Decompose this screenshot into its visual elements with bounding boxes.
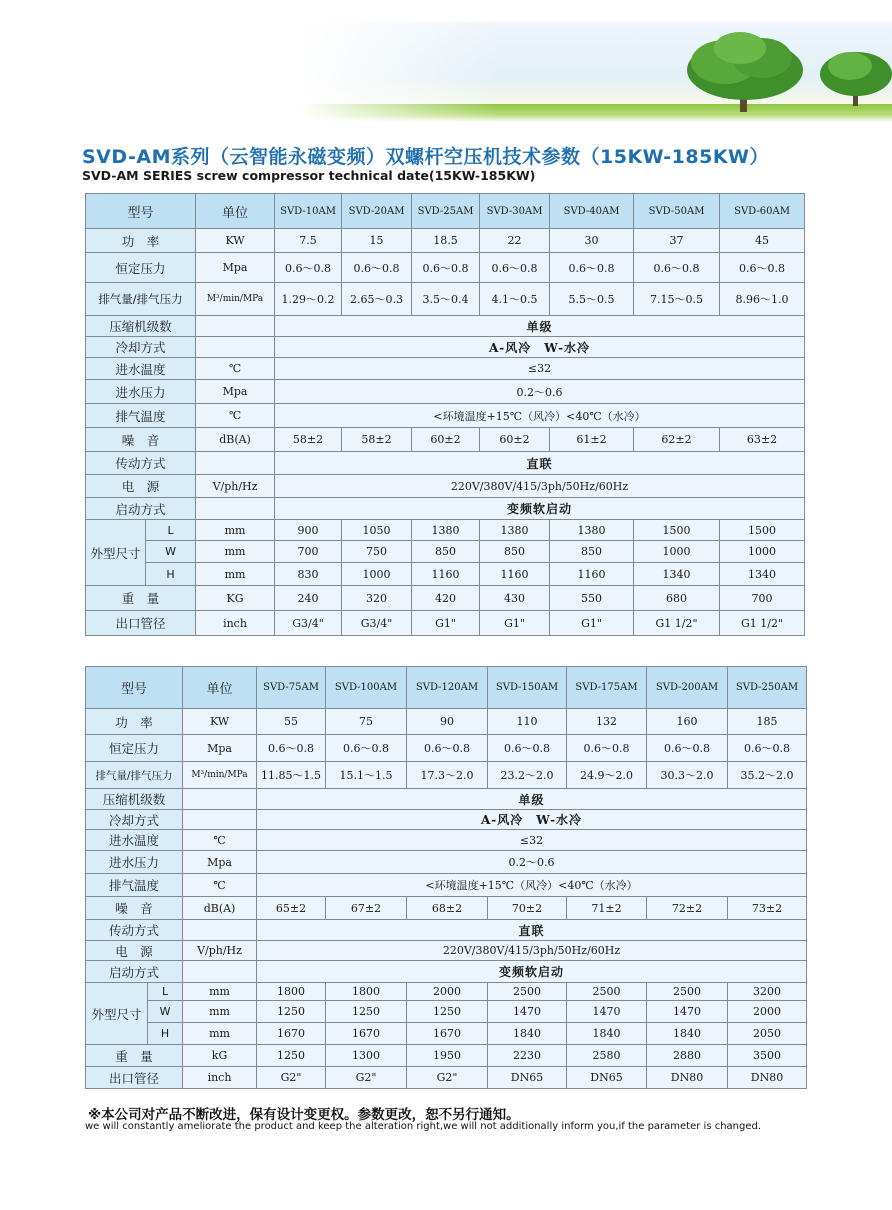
spanned-value: 220V/380V/415/3ph/50Hz/60Hz: [275, 475, 805, 498]
value-cell: 0.6～0.8: [257, 735, 326, 762]
unit-cell: mm: [183, 1001, 257, 1023]
value-cell: 7.5: [275, 229, 342, 253]
table-row: [86, 874, 807, 897]
table-row: [86, 475, 805, 498]
value-cell: 900: [275, 520, 342, 541]
value-cell: G1 1/2": [720, 611, 805, 636]
unit-cell: ℃: [196, 404, 275, 428]
spanned-value: 直联: [275, 452, 805, 475]
model-cell: SVD-50AM: [634, 194, 720, 229]
value-cell: 830: [275, 563, 342, 586]
unit-cell: mm: [183, 1023, 257, 1045]
unit-cell: ℃: [183, 874, 257, 897]
page-title: SVD-AM系列（云智能永磁变频）双螺杆空压机技术参数（15KW-185KW）: [82, 146, 770, 168]
value-cell: 0.6～0.8: [326, 735, 407, 762]
row-label: 进水温度: [86, 830, 183, 851]
table-row: [86, 941, 807, 961]
spanned-value: 变频软启动: [257, 961, 807, 983]
value-cell: 7.15～0.5: [634, 283, 720, 316]
table-row: [86, 667, 807, 709]
value-cell: 750: [342, 541, 412, 563]
unit-cell: Mpa: [196, 253, 275, 283]
value-cell: 0.6～0.8: [488, 735, 567, 762]
table-row: [86, 452, 805, 475]
row-label: 排气量/排气压力: [86, 283, 196, 316]
value-cell: 23.2～2.0: [488, 762, 567, 789]
unit-cell: ℃: [183, 830, 257, 851]
unit-cell: [196, 316, 275, 337]
table-row: [86, 428, 805, 452]
header-landscape-image: [300, 22, 892, 122]
value-cell: 11.85～1.5: [257, 762, 326, 789]
unit-cell: dB(A): [196, 428, 275, 452]
value-cell: 1380: [550, 520, 634, 541]
value-cell: G2": [407, 1067, 488, 1089]
row-label: 冷却方式: [86, 810, 183, 830]
value-cell: 1340: [720, 563, 805, 586]
row-label: 排气量/排气压力: [86, 762, 183, 789]
model-cell: SVD-150AM: [488, 667, 567, 709]
spanned-value: 单级: [257, 789, 807, 810]
unit-cell: KG: [196, 586, 275, 611]
spanned-value: ≤32: [275, 358, 805, 380]
table-row: [86, 194, 805, 229]
model-cell: SVD-175AM: [567, 667, 647, 709]
value-cell: 0.6～0.8: [412, 253, 480, 283]
unit-cell: [196, 498, 275, 520]
value-cell: 2000: [728, 1001, 807, 1023]
value-cell: 67±2: [326, 897, 407, 920]
table-row: [86, 1045, 807, 1067]
value-cell: 90: [407, 709, 488, 735]
row-label: 压缩机级数: [86, 789, 183, 810]
table-row: [86, 735, 807, 762]
unit-cell: [183, 920, 257, 941]
value-cell: 55: [257, 709, 326, 735]
value-cell: 15.1～1.5: [326, 762, 407, 789]
value-cell: 2500: [567, 983, 647, 1001]
value-cell: 680: [634, 586, 720, 611]
value-cell: 4.1～0.5: [480, 283, 550, 316]
value-cell: 1380: [480, 520, 550, 541]
dim-label: H: [146, 563, 196, 586]
table-row: [86, 1023, 807, 1045]
value-cell: 30: [550, 229, 634, 253]
row-label: 功 率: [86, 229, 196, 253]
unit-cell: V/ph/Hz: [183, 941, 257, 961]
table-row: [86, 789, 807, 810]
row-label: 噪 音: [86, 428, 196, 452]
value-cell: 60±2: [412, 428, 480, 452]
table-row: [86, 983, 807, 1001]
value-cell: 60±2: [480, 428, 550, 452]
spanned-value: A-风冷 W-水冷: [257, 810, 807, 830]
model-cell: SVD-10AM: [275, 194, 342, 229]
dim-label: W: [148, 1001, 183, 1023]
spanned-value: 直联: [257, 920, 807, 941]
value-cell: 1470: [488, 1001, 567, 1023]
model-cell: SVD-30AM: [480, 194, 550, 229]
value-cell: 1000: [342, 563, 412, 586]
row-label: 压缩机级数: [86, 316, 196, 337]
value-cell: 1160: [412, 563, 480, 586]
value-cell: 430: [480, 586, 550, 611]
row-label: 传动方式: [86, 920, 183, 941]
value-cell: 320: [342, 586, 412, 611]
value-cell: 58±2: [342, 428, 412, 452]
row-label: 电 源: [86, 941, 183, 961]
value-cell: G3/4": [275, 611, 342, 636]
value-cell: 3200: [728, 983, 807, 1001]
unit-cell: [183, 789, 257, 810]
value-cell: 0.6～0.8: [728, 735, 807, 762]
value-cell: 0.6～0.8: [647, 735, 728, 762]
value-cell: 2500: [647, 983, 728, 1001]
value-cell: 420: [412, 586, 480, 611]
value-cell: 850: [412, 541, 480, 563]
spanned-value: 变频软启动: [275, 498, 805, 520]
value-cell: 1250: [326, 1001, 407, 1023]
table-row: [86, 541, 805, 563]
value-cell: 1670: [407, 1023, 488, 1045]
value-cell: G3/4": [342, 611, 412, 636]
notice-en: we will constantly ameliorate the product and keep the alteration right,we will not additionally inform you,if the parameter is changed.: [85, 1121, 762, 1132]
row-label: 重 量: [86, 1045, 183, 1067]
spanned-value: 0.2～0.6: [275, 380, 805, 404]
table-row: [86, 316, 805, 337]
value-cell: 1160: [480, 563, 550, 586]
value-cell: 22: [480, 229, 550, 253]
row-label: 传动方式: [86, 452, 196, 475]
unit-cell: ℃: [196, 358, 275, 380]
spanned-value: 220V/380V/415/3ph/50Hz/60Hz: [257, 941, 807, 961]
table-row: [86, 283, 805, 316]
value-cell: 850: [550, 541, 634, 563]
table-row: [86, 253, 805, 283]
value-cell: 1500: [720, 520, 805, 541]
value-cell: 1250: [407, 1001, 488, 1023]
value-cell: 1380: [412, 520, 480, 541]
value-cell: 45: [720, 229, 805, 253]
value-cell: 850: [480, 541, 550, 563]
model-cell: SVD-20AM: [342, 194, 412, 229]
unit-cell: Mpa: [196, 380, 275, 404]
value-cell: 1050: [342, 520, 412, 541]
table-row: [86, 380, 805, 404]
value-cell: DN65: [488, 1067, 567, 1089]
value-cell: 0.6～0.8: [567, 735, 647, 762]
value-cell: 3.5～0.4: [412, 283, 480, 316]
value-cell: 700: [720, 586, 805, 611]
model-cell: SVD-200AM: [647, 667, 728, 709]
table-row: [86, 229, 805, 253]
value-cell: G1 1/2": [634, 611, 720, 636]
unit-cell: mm: [196, 563, 275, 586]
value-cell: 62±2: [634, 428, 720, 452]
unit-header: 单位: [183, 667, 257, 709]
row-label: 进水压力: [86, 851, 183, 874]
spec-table-2: [85, 666, 807, 1089]
value-cell: 58±2: [275, 428, 342, 452]
value-cell: 72±2: [647, 897, 728, 920]
row-label: 排气温度: [86, 404, 196, 428]
table-row: [86, 1067, 807, 1089]
value-cell: 1250: [257, 1045, 326, 1067]
model-cell: SVD-60AM: [720, 194, 805, 229]
row-label: 冷却方式: [86, 337, 196, 358]
value-cell: G2": [257, 1067, 326, 1089]
dim-label: W: [146, 541, 196, 563]
value-cell: 61±2: [550, 428, 634, 452]
table-row: [86, 961, 807, 983]
row-label: 出口管径: [86, 1067, 183, 1089]
table-row: [86, 1001, 807, 1023]
spanned-value: 单级: [275, 316, 805, 337]
table-row: [86, 520, 805, 541]
unit-cell: inch: [183, 1067, 257, 1089]
row-label: 外型尺寸: [86, 520, 146, 586]
value-cell: 1160: [550, 563, 634, 586]
value-cell: 240: [275, 586, 342, 611]
spec-table-1: [85, 193, 805, 636]
value-cell: 1250: [257, 1001, 326, 1023]
row-label: 重 量: [86, 586, 196, 611]
value-cell: 68±2: [407, 897, 488, 920]
unit-cell: V/ph/Hz: [196, 475, 275, 498]
unit-cell: mm: [183, 983, 257, 1001]
value-cell: 73±2: [728, 897, 807, 920]
dim-label: L: [148, 983, 183, 1001]
spanned-value: <环境温度+15℃（风冷）<40℃（水冷）: [275, 404, 805, 428]
unit-cell: inch: [196, 611, 275, 636]
value-cell: 185: [728, 709, 807, 735]
row-label: 恒定压力: [86, 253, 196, 283]
value-cell: 1470: [647, 1001, 728, 1023]
value-cell: 1670: [257, 1023, 326, 1045]
row-label: 启动方式: [86, 498, 196, 520]
table-row: [86, 830, 807, 851]
table-row: [86, 897, 807, 920]
value-cell: 75: [326, 709, 407, 735]
table-row: [86, 810, 807, 830]
unit-cell: Mpa: [183, 851, 257, 874]
value-cell: 1840: [488, 1023, 567, 1045]
value-cell: 0.6～0.8: [550, 253, 634, 283]
page-subtitle: SVD-AM SERIES screw compressor technical date(15KW-185KW): [82, 168, 536, 183]
value-cell: 3500: [728, 1045, 807, 1067]
value-cell: 17.3～2.0: [407, 762, 488, 789]
value-cell: 15: [342, 229, 412, 253]
model-cell: SVD-100AM: [326, 667, 407, 709]
model-cell: SVD-25AM: [412, 194, 480, 229]
table-row: [86, 586, 805, 611]
row-label: 进水温度: [86, 358, 196, 380]
row-label: 恒定压力: [86, 735, 183, 762]
unit-cell: KW: [196, 229, 275, 253]
value-cell: 1670: [326, 1023, 407, 1045]
value-cell: 35.2～2.0: [728, 762, 807, 789]
spanned-value: 0.2～0.6: [257, 851, 807, 874]
value-cell: 1000: [634, 541, 720, 563]
value-cell: DN80: [647, 1067, 728, 1089]
value-cell: 24.9～2.0: [567, 762, 647, 789]
table-row: [86, 563, 805, 586]
row-label: 启动方式: [86, 961, 183, 983]
header-fade: [300, 22, 500, 122]
model-cell: SVD-250AM: [728, 667, 807, 709]
value-cell: 1950: [407, 1045, 488, 1067]
row-label: 外型尺寸: [86, 983, 148, 1045]
value-cell: 1500: [634, 520, 720, 541]
unit-cell: dB(A): [183, 897, 257, 920]
value-cell: 700: [275, 541, 342, 563]
value-cell: DN80: [728, 1067, 807, 1089]
value-cell: 160: [647, 709, 728, 735]
value-cell: 2580: [567, 1045, 647, 1067]
model-header: 型号: [86, 667, 183, 709]
value-cell: 63±2: [720, 428, 805, 452]
unit-cell: Mpa: [183, 735, 257, 762]
value-cell: 1340: [634, 563, 720, 586]
value-cell: DN65: [567, 1067, 647, 1089]
model-cell: SVD-40AM: [550, 194, 634, 229]
spanned-value: A-风冷 W-水冷: [275, 337, 805, 358]
value-cell: 2050: [728, 1023, 807, 1045]
value-cell: 1800: [326, 983, 407, 1001]
value-cell: 0.6～0.8: [275, 253, 342, 283]
value-cell: 37: [634, 229, 720, 253]
model-header: 型号: [86, 194, 196, 229]
value-cell: 2230: [488, 1045, 567, 1067]
value-cell: 1840: [647, 1023, 728, 1045]
unit-cell: mm: [196, 520, 275, 541]
value-cell: 5.5～0.5: [550, 283, 634, 316]
unit-cell: M³/min/MPa: [196, 283, 275, 316]
row-label: 出口管径: [86, 611, 196, 636]
value-cell: 132: [567, 709, 647, 735]
dim-label: L: [146, 520, 196, 541]
value-cell: 0.6～0.8: [634, 253, 720, 283]
value-cell: 8.96～1.0: [720, 283, 805, 316]
table-row: [86, 498, 805, 520]
value-cell: 30.3～2.0: [647, 762, 728, 789]
row-label: 噪 音: [86, 897, 183, 920]
value-cell: 1000: [720, 541, 805, 563]
value-cell: 1470: [567, 1001, 647, 1023]
value-cell: 2500: [488, 983, 567, 1001]
dim-label: H: [148, 1023, 183, 1045]
model-cell: SVD-75AM: [257, 667, 326, 709]
value-cell: 110: [488, 709, 567, 735]
value-cell: 550: [550, 586, 634, 611]
value-cell: G1": [480, 611, 550, 636]
value-cell: 1840: [567, 1023, 647, 1045]
table-row: [86, 920, 807, 941]
value-cell: 0.6～0.8: [342, 253, 412, 283]
value-cell: 1.29～0.2: [275, 283, 342, 316]
table-row: [86, 709, 807, 735]
unit-cell: [183, 810, 257, 830]
value-cell: G1": [550, 611, 634, 636]
value-cell: 1800: [257, 983, 326, 1001]
value-cell: 1300: [326, 1045, 407, 1067]
table-row: [86, 404, 805, 428]
value-cell: 70±2: [488, 897, 567, 920]
value-cell: 0.6～0.8: [720, 253, 805, 283]
unit-cell: kG: [183, 1045, 257, 1067]
value-cell: 2.65～0.3: [342, 283, 412, 316]
notice-cn: ※本公司对产品不断改进，保有设计变更权。参数更改，恕不另行通知。: [88, 1107, 520, 1123]
unit-cell: [196, 337, 275, 358]
value-cell: 2000: [407, 983, 488, 1001]
table-row: [86, 851, 807, 874]
table-row: [86, 358, 805, 380]
table-row: [86, 337, 805, 358]
model-cell: SVD-120AM: [407, 667, 488, 709]
value-cell: 0.6～0.8: [407, 735, 488, 762]
unit-cell: KW: [183, 709, 257, 735]
spanned-value: ≤32: [257, 830, 807, 851]
row-label: 排气温度: [86, 874, 183, 897]
value-cell: G2": [326, 1067, 407, 1089]
unit-cell: M³/min/MPa: [183, 762, 257, 789]
value-cell: 65±2: [257, 897, 326, 920]
table-row: [86, 762, 807, 789]
value-cell: 2880: [647, 1045, 728, 1067]
row-label: 电 源: [86, 475, 196, 498]
unit-cell: mm: [196, 541, 275, 563]
value-cell: 71±2: [567, 897, 647, 920]
unit-header: 单位: [196, 194, 275, 229]
row-label: 功 率: [86, 709, 183, 735]
value-cell: G1": [412, 611, 480, 636]
row-label: 进水压力: [86, 380, 196, 404]
unit-cell: [183, 961, 257, 983]
table-row: [86, 611, 805, 636]
spanned-value: <环境温度+15℃（风冷）<40℃（水冷）: [257, 874, 807, 897]
value-cell: 0.6～0.8: [480, 253, 550, 283]
unit-cell: [196, 452, 275, 475]
value-cell: 18.5: [412, 229, 480, 253]
